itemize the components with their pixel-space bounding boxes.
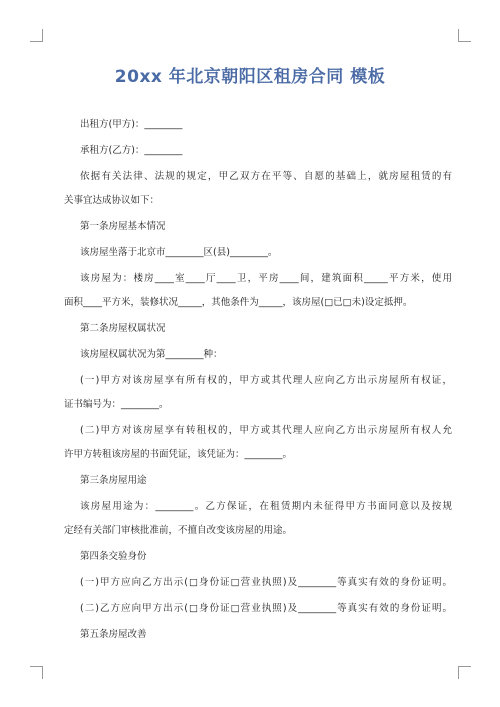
- article-2-option-2-line-1: (二)甲方对该房屋享有转租权的，甲方或其代理人应向乙方出示房屋所有权人允: [80, 425, 452, 436]
- page-corner-mark-bottom-left: [30, 666, 43, 679]
- article-2-option-2-line-2: 许甲方转租该房屋的书面凭证，该凭证为：________。: [64, 449, 293, 460]
- article-4-heading: 第四条交验身份: [80, 551, 147, 562]
- article-3-line-2: 定经有关部门审核批准前，不擅自改变该房屋的用途。: [64, 525, 293, 536]
- article-5-heading: 第五条房屋改善: [80, 629, 147, 640]
- preamble-line-2: 关事宜达成协议如下：: [64, 195, 160, 206]
- article-4-item-1: (一)甲方应向乙方出示(□身份证□营业执照)及________等真实有效的身份证明。: [80, 577, 452, 588]
- article-2-status: 该房屋权属状况为第________种：: [80, 349, 223, 360]
- preamble-line-1: 依据有关法律、法规的规定，甲乙双方在平等、自愿的基础上，就房屋租赁的有: [80, 171, 452, 182]
- article-1-details-line-1: 该房屋为：楼房____室____厅____卫，平房____间，建筑面积_____平方米，使用: [80, 273, 452, 284]
- article-1-location: 该房屋坐落于北京市________区(县)________。: [80, 247, 278, 258]
- article-2-heading: 第二条房屋权属状况: [80, 323, 166, 334]
- document-title: 20xx 年北京朝阳区租房合同 模板: [114, 67, 386, 87]
- party-a-line: 出租方(甲方)：________: [80, 119, 183, 130]
- page-corner-mark-top-right: [458, 29, 471, 42]
- article-1-details-line-2: 面积____平方米，装修状况_____，其他条件为_____，该房屋(□已□未)设定抵押。: [64, 297, 413, 308]
- article-3-heading: 第三条房屋用途: [80, 475, 147, 486]
- article-4-item-2: (二)乙方应向甲方出示(□身份证□营业执照)及________等真实有效的身份证明。: [80, 603, 452, 614]
- party-b-line: 承租方(乙方)：________: [80, 145, 183, 156]
- article-2-option-1-line-1: (一)甲方对该房屋享有所有权的，甲方或其代理人应向乙方出示房屋所有权证，: [80, 375, 452, 386]
- page-corner-mark-top-left: [30, 29, 43, 42]
- article-3-line-1: 该房屋用途为：________。乙方保证，在租赁期内未征得甲方书面同意以及按规: [80, 501, 452, 512]
- article-2-option-1-line-2: 证书编号为：________。: [64, 399, 169, 410]
- page-corner-mark-bottom-right: [458, 666, 471, 679]
- article-1-heading: 第一条房屋基本情况: [80, 221, 166, 232]
